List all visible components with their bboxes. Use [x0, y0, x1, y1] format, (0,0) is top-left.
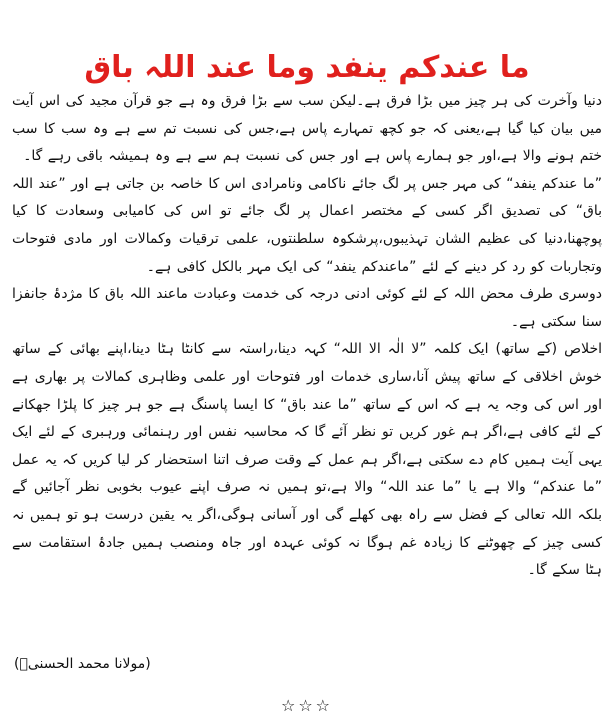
article-title: ما عندکم ینفد وما عند اللہ باق [84, 50, 530, 86]
paragraph: دنیا وآخرت کی ہر چیز میں بڑا فرق ہے۔لیکن سب سے بڑا فرق وہ ہے جو قرآن مجید کی اس آیت میں بیان کیا گیا ہے،یعنی کہ جو کچھ تمہارے پاس ہے،جس کی نسبت تم سے ہے وہ سب کا سب ختم ہونے والا ہے،اور جو ہمارے پاس ہے اور جس کی نسبت ہم سے ہے وہ ہمیشہ باقی رہے گا۔ [12, 93, 602, 165]
end-stars-divider: ☆☆☆ [280, 696, 334, 715]
paragraph: اخلاص (کے ساتھ) ایک کلمہ ”لا الٰہ الا اللہ“ کہہ دینا،راستہ سے کانٹا ہٹا دینا،اپنے بھائی کے ساتھ خوش اخلاقی کے ساتھ پیش آنا،ساری خدمات اور فتوحات اور علمی وظاہری کمالات پر بھاری ہے اور اس کی وجہ یہ ہے کہ اس کے ساتھ ”ما عند باق“ کا ایسا پاسنگ ہے جو ہر چیز کا پلڑا جھکانے کے لئے کافی ہے،اگر ہم غور کریں تو نظر آئے گا کہ محاسبہ نفس اور رہنمائی ورہبری کے لئے ایک یہی آیت ہمیں کام دے سکتی ہے،اگر ہم عمل کے وقت صرف اتنا استحضار کر لیا کریں کہ یہ عمل ”ما عندکم“ والا ہے یا ”ما عند اللہ“ والا ہے،تو ہمیں نہ صرف اپنے عیوب بخوبی نظر آجائیں گے بلکہ اللہ تعالی کے فضل سے راہ بھی کھلے گی اور آسانی ہوگی،اگر یہ یقین درست ہو تو ہمیں نہ کسی چیز کے چھوٹنے کا زیادہ غم ہوگا نہ کوئی عہدہ اور جاہ ومنصب ہمیں جادۂ استقامت سے ہٹا سکے گا۔ [12, 341, 602, 579]
paragraph: ”ما عندکم ینفد“ کی مہر جس پر لگ جائے ناکامی ونامرادی اس کا خاصہ بن جاتی ہے اور ”عند اللہ باق“ کی تصدیق اگر کسی کے مختصر اعمال پر لگ جائے تو اس کی کامیابی وسعادت کا کیا پوچھنا،دنیا کی عظیم الشان تہذیبوں،پرشکوہ سلطنتوں، علمی ترقیات وکمالات اور مادی فتوحات وتجاربات کو رد کر دینے کے لئے ”ماعندکم ینفد“ کی ایک مہر بالکل کافی ہے۔ [12, 175, 602, 275]
author-attribution: (مولانا محمد الحسنیؒ) [14, 656, 151, 672]
paragraph: دوسری طرف محض اللہ کے لئے کوئی ادنی درجہ کی خدمت وعبادت ماعند اللہ باق کا مژدۂ جانفزا سنا سکتی ہے۔ [12, 286, 602, 330]
article-body [12, 88, 602, 585]
